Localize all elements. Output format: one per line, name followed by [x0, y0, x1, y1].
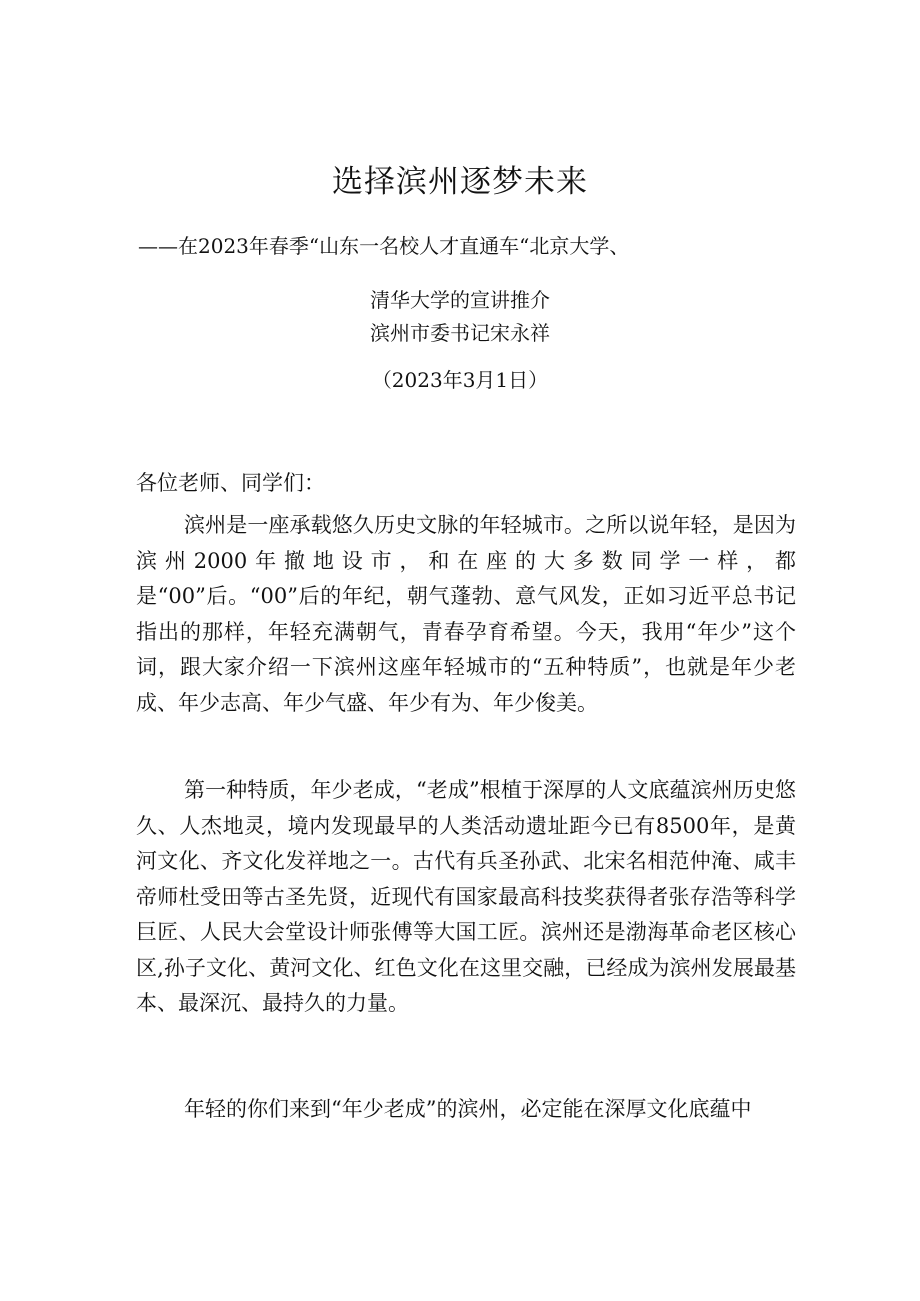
date-line: （2023年3月1日）: [371, 368, 549, 392]
paragraph-trait-one: 第一种特质，年少老成，“老成”根植于深厚的人文底蕴滨州历史悠久、人杰地灵，境内发现最早的人类活动遗址距今已有8500年，是黄河文化、齐文化发祥地之一。古代有兵圣孙武、北宋名相范仲淹、咸丰帝师杜受田等古圣先贤，近现代有国家最高科技奖获得者张存浩等科学巨匠、人民大会堂设计师张傅等大国工匠。滨州还是渤海革命老区核心区,孙子文化、黄河文化、红色文化在这里交融，已经成为滨州发展最基本、最深沉、最持久的力量。: [136, 778, 796, 1015]
paragraph-intro: 滨州是一座承载悠久历史文脉的年轻城市。之所以说年轻，是因为滨州2000年撤地设市，和在座的大多数同学一样，都是“00”后。“00”后的年纪，朝气蓬勃、意气风发，正如习近平总书记指出的那样，年轻充满朝气，青春孕育希望。今天，我用“年少”这个词，跟大家介绍一下滨州这座年轻城市的“五种特质”，也就是年少老成、年少志高、年少气盛、年少有为、年少俊美。: [136, 513, 796, 715]
salutation: 各位老师、同学们：: [136, 471, 325, 495]
speaker-line: 滨州市委书记宋永祥: [370, 321, 550, 345]
page-title: 选择滨州逐梦未来: [332, 164, 588, 200]
subtitle-line-2: 清华大学的宣讲推介: [370, 288, 550, 312]
paragraph-continuation: 年轻的你们来到“年少老成”的滨州，必定能在深厚文化底蕴中: [184, 1097, 752, 1121]
subtitle-line-1: ——在2023年春季“山东一名校人才直通车“北京大学、: [138, 234, 630, 258]
